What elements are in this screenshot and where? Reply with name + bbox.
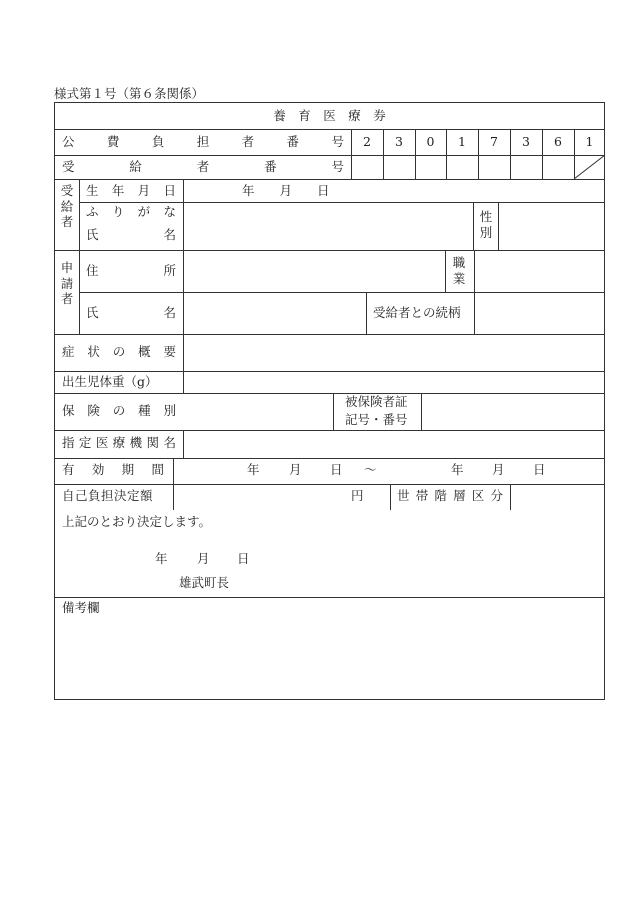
label-char: 別: [163, 403, 176, 418]
birthdate-label: [86, 185, 176, 198]
label-char: 日: [163, 183, 176, 198]
label-char: 療: [112, 435, 126, 450]
decision-date-month: 月: [197, 551, 210, 566]
label-char: 担: [196, 134, 210, 149]
label-char: 名: [163, 227, 176, 242]
label-char: 医: [95, 435, 109, 450]
form-title: 養 育 医 療 券: [273, 108, 386, 123]
recipient-number-label: [62, 161, 344, 174]
column-divider: [173, 484, 174, 510]
label-char: 者: [196, 159, 210, 174]
column-divider: [333, 393, 334, 430]
household-bracket-label: [397, 490, 503, 503]
label-char: 関: [146, 435, 160, 450]
label-char: 種: [138, 403, 151, 418]
label-char: 費: [106, 134, 120, 149]
row-divider: [55, 129, 604, 130]
column-divider: [473, 202, 474, 250]
label-char: 生: [86, 183, 99, 198]
institution-label: [62, 437, 176, 450]
label-char: 期: [121, 462, 135, 477]
row-divider: [79, 202, 604, 203]
address-label: [86, 265, 176, 278]
column-divider: [498, 202, 499, 250]
column-divider: [173, 458, 174, 484]
label-char: 号: [331, 159, 344, 174]
column-divider: [474, 292, 475, 334]
row-divider: [55, 250, 604, 251]
symptoms-label: [62, 346, 176, 359]
label-char: 号: [331, 134, 344, 149]
validity-from-year: 年: [247, 462, 260, 477]
crossed-out-cell: [574, 155, 605, 179]
column-divider: [421, 393, 422, 430]
payer-number-digit: 6: [554, 134, 562, 149]
remarks-label: 備考欄: [62, 600, 100, 615]
payer-number-digit: 2: [363, 134, 371, 149]
column-divider: [510, 484, 511, 510]
row-divider: [55, 371, 604, 372]
label-char: 間: [151, 462, 164, 477]
birth-weight-label: 出生児体重（g）: [62, 374, 158, 389]
payer-number-label: [62, 136, 344, 149]
column-divider: [79, 179, 80, 334]
payer-number-digit: 1: [458, 134, 466, 149]
validity-from-month: 月: [289, 462, 302, 477]
payer-number-digit: 3: [522, 134, 530, 149]
recipient-name-label: [86, 229, 176, 242]
recipient-group-label: 受給者: [60, 183, 74, 230]
row-divider: [55, 597, 604, 598]
validity-to-month: 月: [492, 462, 505, 477]
label-char: 公: [62, 134, 75, 149]
label-char: 番: [264, 159, 277, 174]
label-char: の: [112, 403, 126, 418]
row-divider: [55, 393, 604, 394]
furigana-label: [86, 206, 176, 219]
label-char: 保: [62, 403, 75, 418]
column-divider: [183, 430, 184, 458]
label-char: が: [137, 204, 151, 219]
label-char: 区: [471, 488, 485, 503]
decision-date-year: 年: [155, 551, 168, 566]
label-char: 月: [137, 183, 151, 198]
row-divider: [55, 179, 604, 180]
label-char: 名: [163, 435, 176, 450]
label-char: 負: [151, 134, 165, 149]
insurance-card-label: 被保険者証: [345, 394, 408, 409]
label-char: 住: [86, 263, 99, 278]
payer-number-digit: 0: [426, 134, 435, 149]
column-divider: [183, 179, 184, 393]
payer-number-digit: 3: [395, 134, 403, 149]
applicant-name-label: [86, 307, 176, 320]
label-char: 効: [91, 462, 105, 477]
birthdate-value: 年 月 日: [242, 183, 330, 198]
copay-unit: 円: [351, 488, 364, 503]
issuer-name: 雄武町長: [179, 575, 230, 590]
label-char: な: [163, 204, 176, 219]
label-char: 指: [62, 435, 75, 450]
row-divider: [55, 458, 604, 459]
label-char: り: [111, 204, 125, 219]
label-char: 概: [138, 344, 151, 359]
form-number-label: 様式第１号（第６条関係）: [54, 86, 205, 101]
label-char: 世: [397, 488, 410, 503]
label-char: 帯: [415, 488, 429, 503]
label-char: 番: [286, 134, 300, 149]
label-char: 状: [87, 344, 100, 359]
label-char: 症: [62, 344, 75, 359]
row-divider: [55, 484, 604, 485]
label-char: 険: [87, 403, 100, 418]
column-divider: [474, 250, 475, 292]
sex-label: 性別: [479, 209, 493, 240]
label-char: 所: [163, 263, 176, 278]
label-char: 階: [434, 488, 447, 503]
row-divider: [55, 155, 604, 156]
decision-date-day: 日: [237, 551, 250, 566]
validity-from-day: 日: [330, 462, 343, 477]
relation-label: 受給者との続柄: [373, 305, 461, 320]
payer-number-digit: 1: [585, 134, 594, 149]
label-char: 定: [78, 435, 92, 450]
payer-number-digit: 7: [490, 134, 498, 149]
label-char: 分: [490, 488, 503, 503]
label-char: 氏: [86, 227, 99, 242]
label-char: 名: [163, 305, 176, 320]
label-char: 受: [62, 159, 75, 174]
label-char: 給: [129, 159, 142, 174]
occupation-label: 職業: [452, 255, 466, 286]
decision-statement: 上記のとおり決定します。: [62, 514, 212, 529]
label-char: 有: [62, 462, 75, 477]
label-char: 年: [111, 183, 125, 198]
label-char: 氏: [86, 305, 99, 320]
validity-label: [62, 464, 164, 477]
column-divider: [366, 292, 367, 334]
label-char: 要: [163, 344, 176, 359]
insurance-type-label: [62, 405, 176, 418]
label-char: 層: [453, 488, 466, 503]
validity-tilde: ～: [364, 462, 377, 477]
copay-label: 自己負担決定額: [62, 488, 154, 503]
insurance-card-label: 記号・番号: [345, 412, 408, 427]
applicant-group-label: 申請者: [60, 260, 74, 307]
label-char: ふ: [86, 204, 99, 219]
label-char: 者: [241, 134, 255, 149]
column-divider: [445, 250, 446, 292]
medical-voucher-form: [54, 102, 605, 700]
row-divider: [55, 334, 604, 335]
row-divider: [55, 430, 604, 431]
column-divider: [390, 484, 391, 510]
row-divider: [79, 292, 604, 293]
validity-to-year: 年: [451, 462, 464, 477]
label-char: 機: [129, 435, 143, 450]
validity-to-day: 日: [533, 462, 546, 477]
label-char: の: [112, 344, 126, 359]
